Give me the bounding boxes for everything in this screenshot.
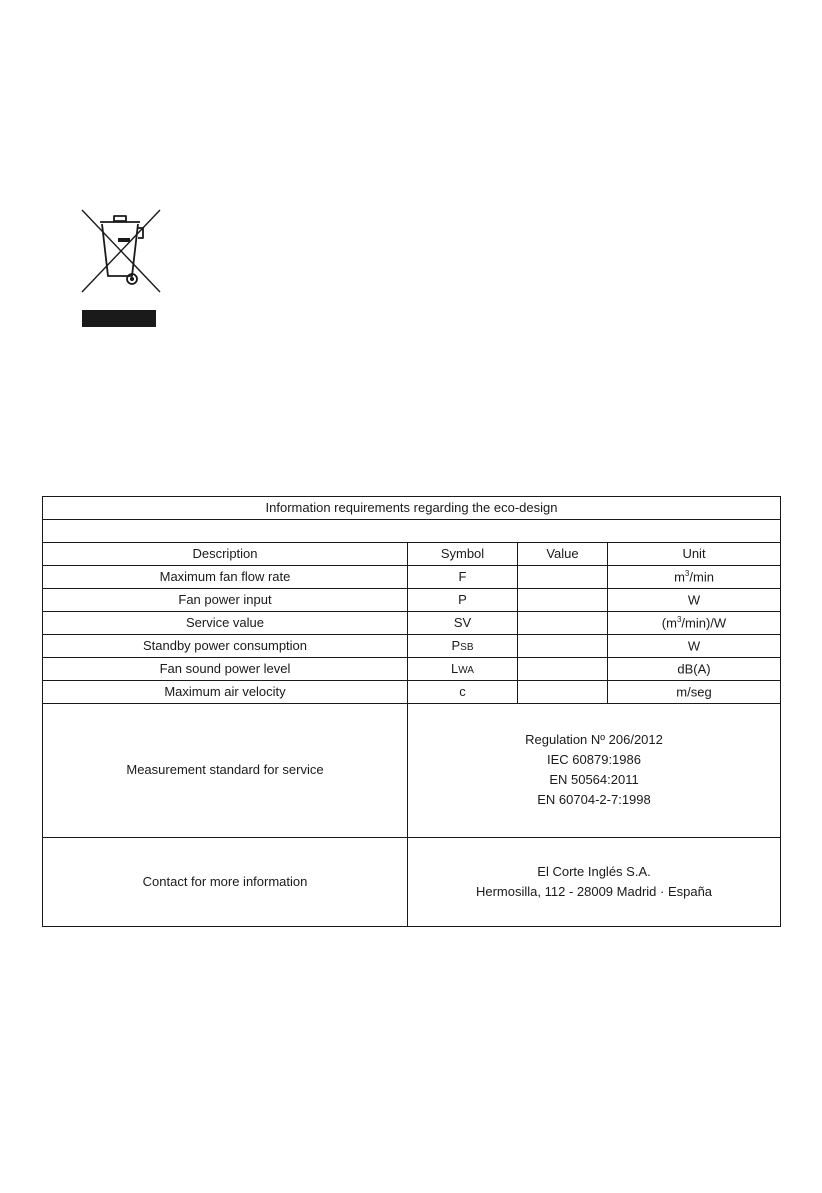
standard-line: IEC 60879:1986: [547, 752, 641, 768]
contact-address: Hermosilla, 112 - 28009 Madrid · España: [475, 883, 713, 899]
standard-line: EN 60704-2-7:1998: [537, 791, 651, 807]
row-symbol: P: [408, 589, 518, 612]
row-description: Standby power consumption: [43, 635, 408, 658]
row-value: [518, 681, 608, 704]
row-description: Service value: [43, 612, 408, 635]
measurement-label: Measurement standard for service: [43, 704, 408, 838]
row-unit: $(m^3/\min)/W$: [608, 612, 781, 635]
blank-cell: [43, 520, 781, 543]
row-description: Maximum fan flow rate: [43, 566, 408, 589]
row-value: [518, 589, 608, 612]
row-symbol: F: [408, 566, 518, 589]
standard-line: Regulation Nº 206/2012: [525, 732, 663, 748]
row-value: [518, 635, 608, 658]
row-value: [518, 612, 608, 635]
measurement-standards: [408, 704, 781, 838]
contact-row: [43, 838, 781, 927]
row-unit: $m^3/\min$: [608, 566, 781, 589]
row-unit: dB(A): [608, 658, 781, 681]
header-unit: Unit: [608, 543, 781, 566]
contact-details: [408, 838, 781, 927]
row-description: Maximum air velocity: [43, 681, 408, 704]
row-unit: W: [608, 635, 781, 658]
table-blank-row: [43, 520, 781, 543]
table-header-row: [43, 543, 781, 566]
row-symbol: PSB: [408, 635, 518, 658]
row-value: [518, 566, 608, 589]
table-title-row: [43, 497, 781, 520]
measurement-standard-row: [43, 704, 781, 838]
row-description: Fan power input: [43, 589, 408, 612]
header-value: Value: [518, 543, 608, 566]
weee-crossed-bin-icon: [78, 206, 162, 328]
contact-company: El Corte Inglés S.A.: [537, 863, 651, 879]
contact-label: Contact for more information: [43, 838, 408, 927]
table-row: [43, 658, 781, 681]
table-row: [43, 589, 781, 612]
row-symbol: c: [408, 681, 518, 704]
table-row: [43, 635, 781, 658]
row-symbol: SV: [408, 612, 518, 635]
table-row: [43, 681, 781, 704]
table-title: Information requirements regarding the eco-design: [43, 497, 781, 520]
eco-design-table: [42, 496, 781, 927]
standard-line: EN 50564:2011: [549, 772, 639, 787]
row-unit: W: [608, 589, 781, 612]
table-row: [43, 566, 781, 589]
header-description: Description: [43, 543, 408, 566]
row-value: [518, 658, 608, 681]
table-row: [43, 612, 781, 635]
row-description: Fan sound power level: [43, 658, 408, 681]
row-unit: m/seg: [608, 681, 781, 704]
header-symbol: Symbol: [408, 543, 518, 566]
row-symbol: LWA: [408, 658, 518, 681]
